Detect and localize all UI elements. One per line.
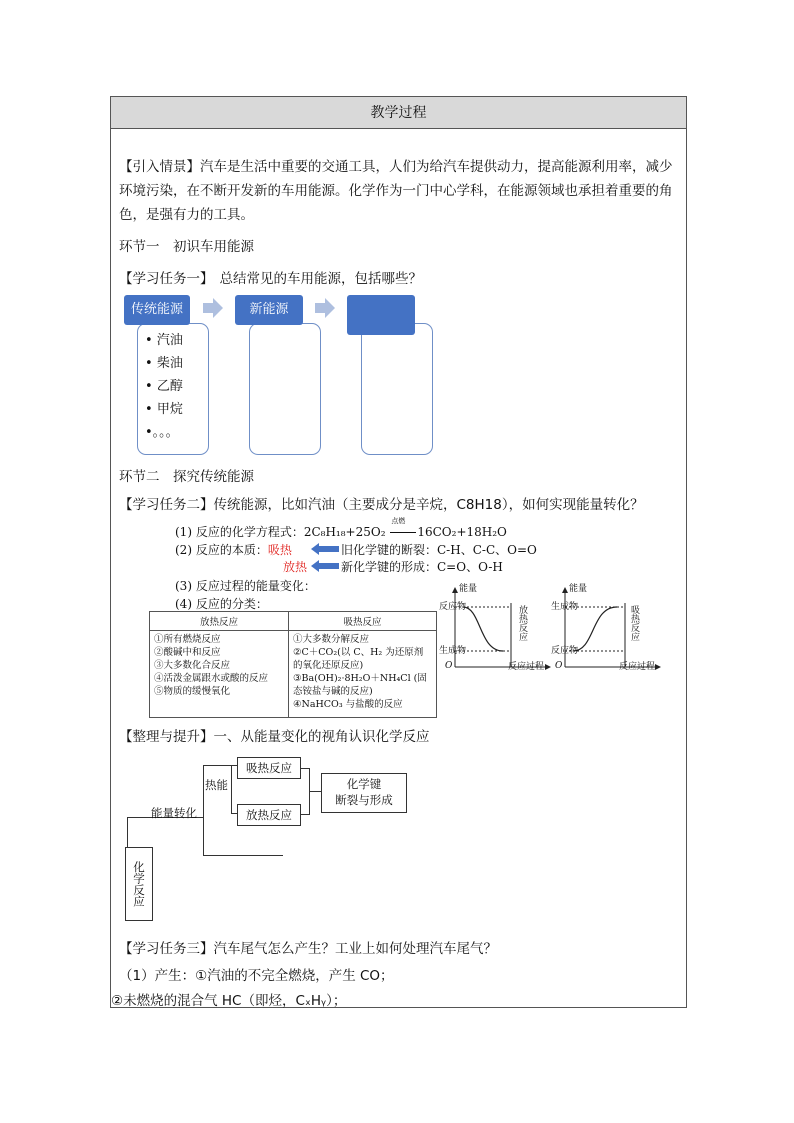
intro-paragraph xyxy=(119,155,681,227)
graph2-y-label: 能量 xyxy=(569,584,588,594)
summary-label: 【整理与提升】 xyxy=(119,729,214,745)
graph1-top-label: 反应物 xyxy=(439,602,467,612)
task2 xyxy=(119,493,644,513)
arrow-right-icon xyxy=(313,297,337,321)
exo-item: ②酸碱中和反应 xyxy=(154,647,221,658)
task1-text: 总结常见的车用能源，包括哪些？ xyxy=(219,271,422,287)
task1 xyxy=(119,267,422,287)
graph2-origin: O xyxy=(555,661,563,671)
graph1-bottom-label: 生成物 xyxy=(439,646,467,656)
endo-header: 吸热反应 xyxy=(289,612,437,631)
exo-item: ③大多数化合反应 xyxy=(154,660,231,671)
section1-title: 环节一 初识车用能源 xyxy=(119,239,254,255)
third-box xyxy=(361,323,433,455)
task2-text: 传统能源，比如汽油（主要成分是辛烷，C8H18），如何实现能量转化？ xyxy=(213,497,644,513)
endo-item: ①大多数分解反应 xyxy=(293,634,370,645)
release-label: 放热 xyxy=(283,560,308,574)
exo-item: ④活泼金属跟水或酸的反应 xyxy=(154,673,269,684)
arrow-left-icon xyxy=(311,543,339,555)
new-energy-label: 新能源 xyxy=(235,295,303,325)
section-header: 教学过程 xyxy=(111,97,686,129)
traditional-list xyxy=(145,329,183,444)
graph2-note: 吸热反应 xyxy=(629,605,639,641)
task3-text: 汽车尾气怎么产生？工业上如何处理汽车尾气？ xyxy=(213,941,497,957)
list-item: •。。。 xyxy=(145,425,179,440)
endo-box: 吸热反应 xyxy=(237,757,301,779)
graph1-y-label: 能量 xyxy=(459,584,478,594)
endo-item: ③Ba(OH)₂·8H₂O＋NH₄Cl (固态铵盐与碱的反应) xyxy=(293,673,427,697)
classification-table xyxy=(149,611,437,718)
traditional-label: 传统能源 xyxy=(124,295,190,325)
task3 xyxy=(119,937,497,957)
bond-form: 新化学键的形成：C=O、O-H xyxy=(341,560,503,574)
heat-label: 热能 xyxy=(205,778,228,792)
summary-text: 一、从能量变化的视角认识化学反应 xyxy=(213,729,430,745)
new-energy-box xyxy=(249,323,321,455)
graph2-bottom-label: 反应物 xyxy=(551,646,579,656)
task1-label: 【学习任务一】 xyxy=(119,271,214,287)
graph1-note: 放热反应 xyxy=(517,605,527,641)
energy-change-line: (3) 反应过程的能量变化： xyxy=(175,579,316,593)
exo-box: 放热反应 xyxy=(237,804,301,826)
list-item: • 甲烷 xyxy=(145,402,183,417)
exo-header: 放热反应 xyxy=(150,612,289,631)
graph1-x-label: 反应过程 xyxy=(508,662,545,672)
exo-item: ⑤物质的缓慢氧化 xyxy=(154,686,231,697)
classify-line: (4) 反应的分类： xyxy=(175,597,268,611)
absorb-label: 吸热 xyxy=(267,543,292,557)
bond-break: 旧化学键的断裂：C-H、C-C、O=O xyxy=(341,543,537,557)
task3-line2: ②未燃烧的混合气 HC（即烃，CₓHᵧ）； xyxy=(111,993,347,1009)
essence-line1: (2) 反应的本质：吸热 xyxy=(175,543,292,557)
intro-text: 汽车是生活中重要的交通工具，人们为给汽车提供动力，提高能源利用率，减少环境污染，在不断开发新的车用能源。化学作为一门中心学科，在能源领域也承担着重要的角色，是强有力的工具。 xyxy=(119,159,673,223)
list-item: • 柴油 xyxy=(145,356,183,371)
task2-label: 【学习任务二】 xyxy=(119,497,214,513)
graph2-x-label: 反应过程 xyxy=(619,662,656,672)
root-box: 化学反应 xyxy=(125,847,153,921)
lesson-frame xyxy=(110,96,687,1008)
arrow-right-icon xyxy=(201,297,225,321)
third-label xyxy=(347,295,415,335)
graph1-origin: O xyxy=(445,661,453,671)
endo-item: ④NaHCO₃ 与盐酸的反应 xyxy=(293,699,403,710)
branch-label: 能量转化 xyxy=(151,806,197,820)
intro-label: 【引入情景】 xyxy=(119,159,200,175)
graph2-top-label: 生成物 xyxy=(551,602,579,612)
summary xyxy=(119,725,430,745)
task3-line1: （1）产生：①汽油的不完全燃烧，产生 CO； xyxy=(119,968,394,984)
cause-box: 化学键 断裂与形成 xyxy=(321,773,407,813)
task3-label: 【学习任务三】 xyxy=(119,941,214,957)
list-item: • 乙醇 xyxy=(145,379,183,394)
exo-item: ①所有燃烧反应 xyxy=(154,634,221,645)
section2-title: 环节二 探究传统能源 xyxy=(119,469,254,485)
endo-item: ②C＋CO₂(以 C、H₂ 为还原剂的氧化还原反应) xyxy=(293,647,424,671)
arrow-left-icon xyxy=(311,560,339,572)
equation-line: (1) 反应的化学方程式：2C₈H₁₈+25O₂ 点燃 16CO₂+18H₂O xyxy=(175,517,507,539)
list-item: • 汽油 xyxy=(145,333,183,348)
